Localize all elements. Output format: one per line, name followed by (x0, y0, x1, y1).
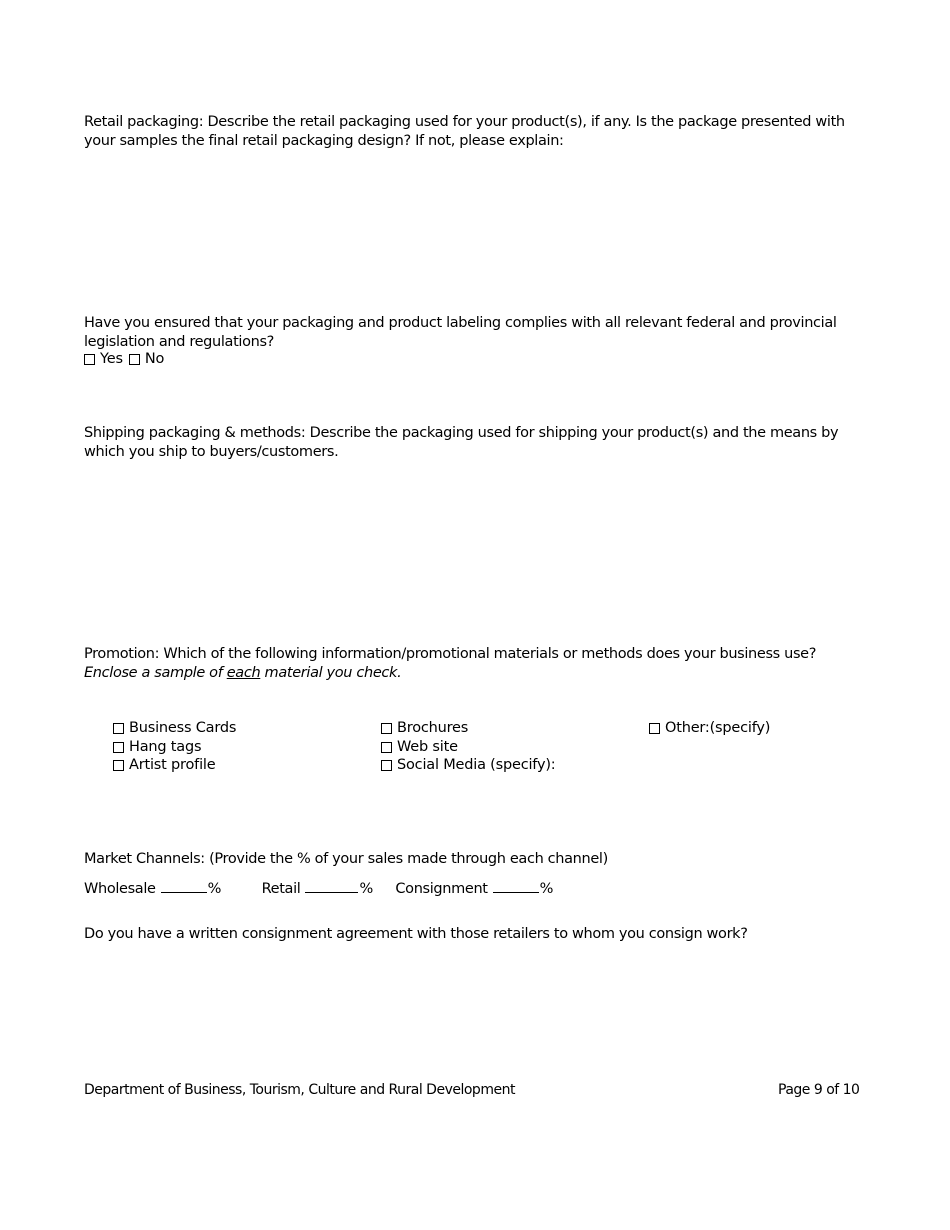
consignment-question: Do you have a written consignment agreement with those retailers to whom you consign work? (84, 926, 748, 942)
option-artist-profile[interactable] (113, 756, 215, 775)
promotion-note (84, 664, 874, 683)
hang-tags-label: Hang tags (129, 739, 202, 755)
option-other[interactable] (649, 719, 770, 738)
promotion-note-emphasis: each (226, 664, 261, 681)
promotion-note-suffix: material you check. (260, 664, 402, 681)
footer-department: Department of Business, Tourism, Culture and Rural Development (84, 1082, 515, 1098)
wholesale-label: Wholesale (84, 881, 156, 897)
option-business-cards[interactable] (113, 719, 236, 738)
option-web-site[interactable] (381, 738, 458, 757)
business-cards-label: Business Cards (129, 720, 237, 736)
market-channels-heading: Market Channels: (Provide the % of your sales made through each channel) (84, 851, 608, 867)
business-cards-checkbox[interactable] (113, 723, 124, 734)
artist-profile-label: Artist profile (129, 757, 216, 773)
promotion-question (84, 645, 874, 682)
web-site-label: Web site (397, 739, 458, 755)
hang-tags-checkbox[interactable] (113, 742, 124, 753)
other-checkbox[interactable] (649, 723, 660, 734)
market-channels-row (84, 878, 874, 899)
brochures-checkbox[interactable] (381, 723, 392, 734)
compliance-no-option[interactable] (129, 350, 164, 369)
option-social-media[interactable] (381, 756, 555, 775)
retail-percent: % (359, 881, 373, 897)
compliance-question: Have you ensured that your packaging and product labeling complies with all relevant federal and provincial legislation and regulations? (84, 315, 837, 350)
wholesale-percent: % (207, 881, 222, 897)
compliance-options (84, 350, 170, 369)
yes-label: Yes (100, 351, 123, 367)
wholesale-input[interactable] (161, 878, 207, 893)
option-hang-tags[interactable] (113, 738, 201, 757)
retail-label: Retail (261, 881, 301, 897)
consignment-input[interactable] (493, 878, 539, 893)
artist-profile-checkbox[interactable] (113, 760, 124, 771)
consignment-percent: % (539, 881, 554, 897)
shipping-question: Shipping packaging & methods: Describe the packaging used for shipping your product(s) and the means by which you ship to buyers/customers. (84, 425, 839, 460)
compliance-yes-option[interactable] (84, 350, 123, 369)
consignment-label: Consignment (395, 881, 488, 897)
option-brochures[interactable] (381, 719, 468, 738)
retail-input[interactable] (305, 878, 358, 893)
footer-page-number: Page 9 of 10 (778, 1082, 860, 1098)
brochures-label: Brochures (397, 720, 469, 736)
no-label: No (144, 351, 165, 367)
promotion-question-text: Promotion: Which of the following information/promotional materials or methods does your business use? (84, 646, 817, 662)
other-label: Other:(specify) (665, 720, 771, 736)
yes-checkbox[interactable] (84, 354, 95, 365)
social-media-checkbox[interactable] (381, 760, 392, 771)
no-checkbox[interactable] (129, 354, 140, 365)
retail-packaging-question: Retail packaging: Describe the retail packaging used for your product(s), if any. Is the package presented with your samples the final retail packaging design? If not, please explain: (84, 114, 845, 149)
promotion-note-prefix: Enclose a sample of (84, 664, 227, 681)
web-site-checkbox[interactable] (381, 742, 392, 753)
social-media-label: Social Media (specify): (397, 757, 556, 773)
